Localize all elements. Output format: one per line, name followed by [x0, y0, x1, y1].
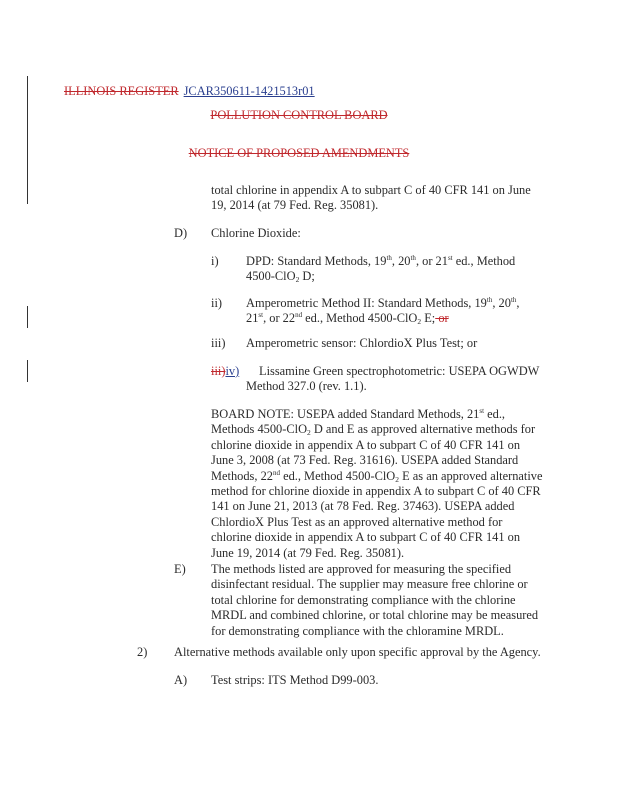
section-2a-text: Test strips: ITS Method D99-003.: [211, 673, 379, 687]
change-bar-header: [27, 76, 28, 204]
continuation-paragraph: total chlorine in appendix A to subpart C of 40 CFR 141 on June 19, 2014 (at 79 Fed. Reg. 35081).: [211, 183, 531, 213]
section-e-text: The methods listed are approved for measuring the specified disinfectant residual. The supplier may measure free chlorine or total chlorine for demonstrating compliance with the chlorine MRDL and combined chlorine, or total chlorine may be measured for demonstrating compliance with the chloramine MRDL.: [211, 562, 539, 638]
section-d-label: D): [174, 226, 188, 240]
board-title: POLLUTION CONTROL BOARD: [210, 108, 388, 122]
item-ii-struck-or: or: [435, 311, 449, 326]
item-iv-text-cont: Method 327.0 (rev. 1.1).: [246, 379, 367, 393]
change-bar-item-ii: [27, 306, 28, 328]
item-iv-struck-label: iii): [211, 364, 226, 378]
item-iii-label: iii): [211, 336, 226, 350]
register-inserted: JCAR350611-1421513r01: [183, 84, 315, 98]
item-i-label: i): [211, 254, 219, 268]
section-2a-label: A): [174, 673, 188, 687]
board-note: BOARD NOTE: USEPA added Standard Methods, 21st ed., Methods 4500-ClO$_2$ D and E as approved alternative methods for chlorine dioxide in appendix A to subpart C of 40 CFR 141 on June 3, 2008 (at 73 Fed. Reg. 31616). USEPA added Standard Methods, 22nd ed., Method 4500-ClO$_2$ E as an approved alternative method for chlorine dioxide in appendix A to subpart C of 40 CFR 141 on June 21, 2013 (at 78 Fed. Reg. 37463). USEPA added ChlordioX Plus Test as an approved alternative method for chlorine dioxide in appendix A to subpart C of 40 CFR 141 on June 19, 2014 (at 79 Fed. Reg. 35081).: [211, 407, 543, 560]
item-ii-text: Amperometric Method II: Standard Methods, 19th, 20th, 21st, or 22nd ed., Method 4500-ClO$_2$ E; or: [246, 296, 520, 327]
change-bar-item-iv: [27, 360, 28, 382]
item-i-text: DPD: Standard Methods, 19th, 20th, or 21st ed., Method 4500-ClO$_2$ D;: [246, 254, 516, 285]
notice-title: NOTICE OF PROPOSED AMENDMENTS: [188, 146, 410, 160]
section-2-text: Alternative methods available only upon specific approval by the Agency.: [174, 645, 541, 659]
section-2-label: 2): [137, 645, 148, 659]
item-iv-inserted-label: iv): [225, 364, 240, 378]
item-iv-text: Lissamine Green spectrophotometric: USEPA OGWDW: [259, 364, 540, 378]
item-iv-label: [211, 364, 239, 379]
section-e-label: E): [174, 562, 186, 576]
section-d-title: Chlorine Dioxide:: [211, 226, 301, 240]
register-struck: ILLINOIS REGISTER: [64, 84, 179, 98]
item-ii-label: ii): [211, 296, 223, 310]
register-header: [64, 84, 315, 99]
item-iii-text: Amperometric sensor: ChlordioX Plus Test; or: [246, 336, 478, 350]
